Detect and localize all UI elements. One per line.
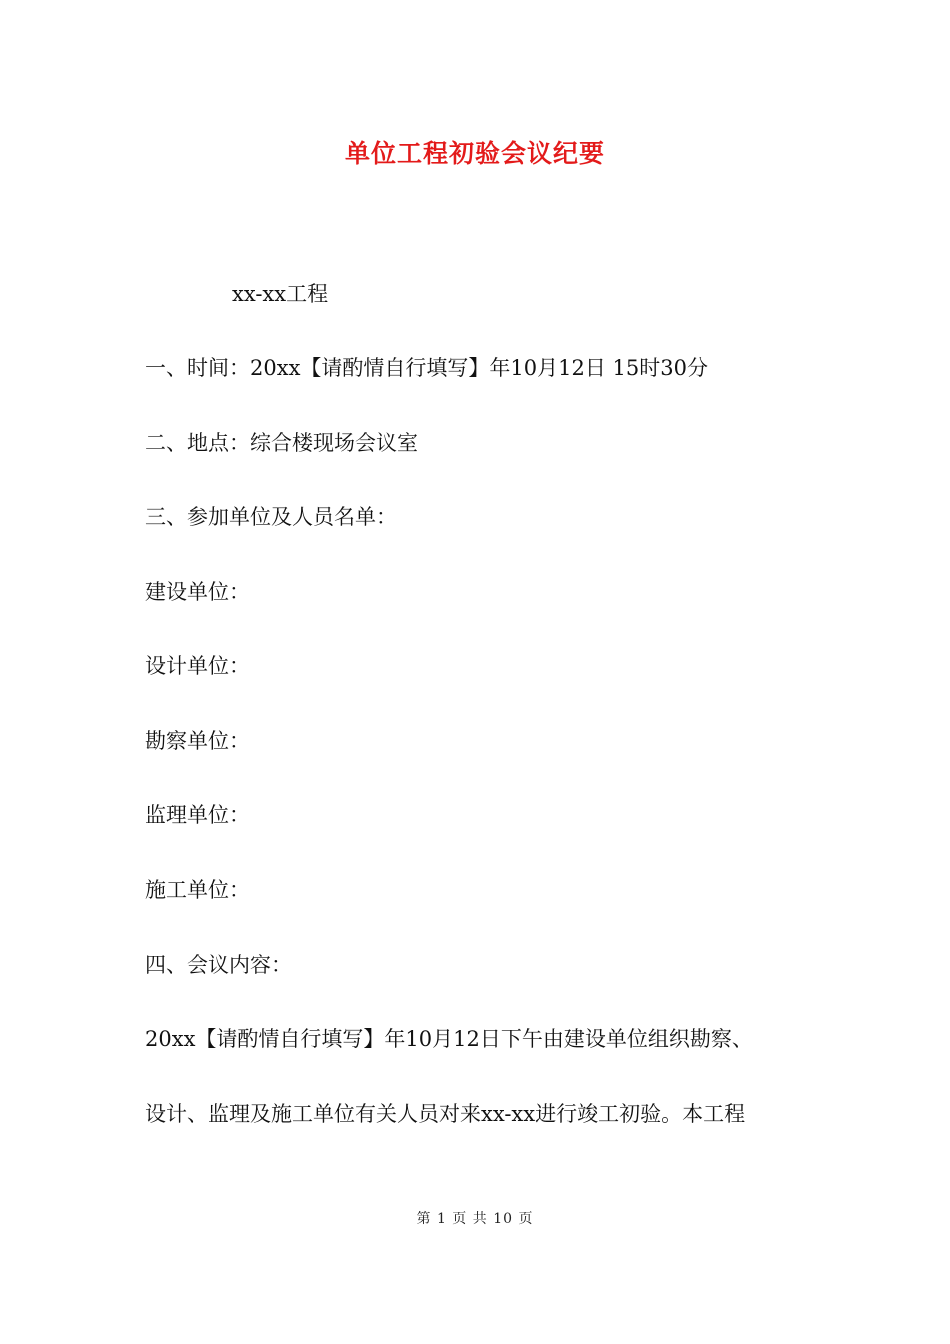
line-construction-unit: 建设单位：: [145, 580, 250, 604]
line-attendees-heading: 三、参加单位及人员名单：: [145, 505, 397, 529]
page-footer: 第 1 页 共 10 页: [416, 1211, 534, 1227]
line-supervision-unit: 监理单位：: [145, 803, 250, 827]
line-meeting-content-heading: 四、会议内容：: [145, 953, 292, 977]
project-line: xx-xx工程: [232, 282, 329, 306]
document-title: 单位工程初验会议纪要: [344, 139, 605, 168]
line-design-unit: 设计单位：: [145, 654, 250, 678]
paragraph-line-2: 设计、监理及施工单位有关人员对来xx-xx进行竣工初验。本工程: [145, 1102, 746, 1126]
line-time: 一、时间：20xx【请酌情自行填写】年10月12日 15时30分: [145, 356, 708, 380]
line-survey-unit: 勘察单位：: [145, 729, 250, 753]
line-location: 二、地点：综合楼现场会议室: [145, 431, 418, 455]
paragraph-line-1: 20xx【请酌情自行填写】年10月12日下午由建设单位组织勘察、: [145, 1027, 753, 1051]
line-contractor-unit: 施工单位：: [145, 878, 250, 902]
